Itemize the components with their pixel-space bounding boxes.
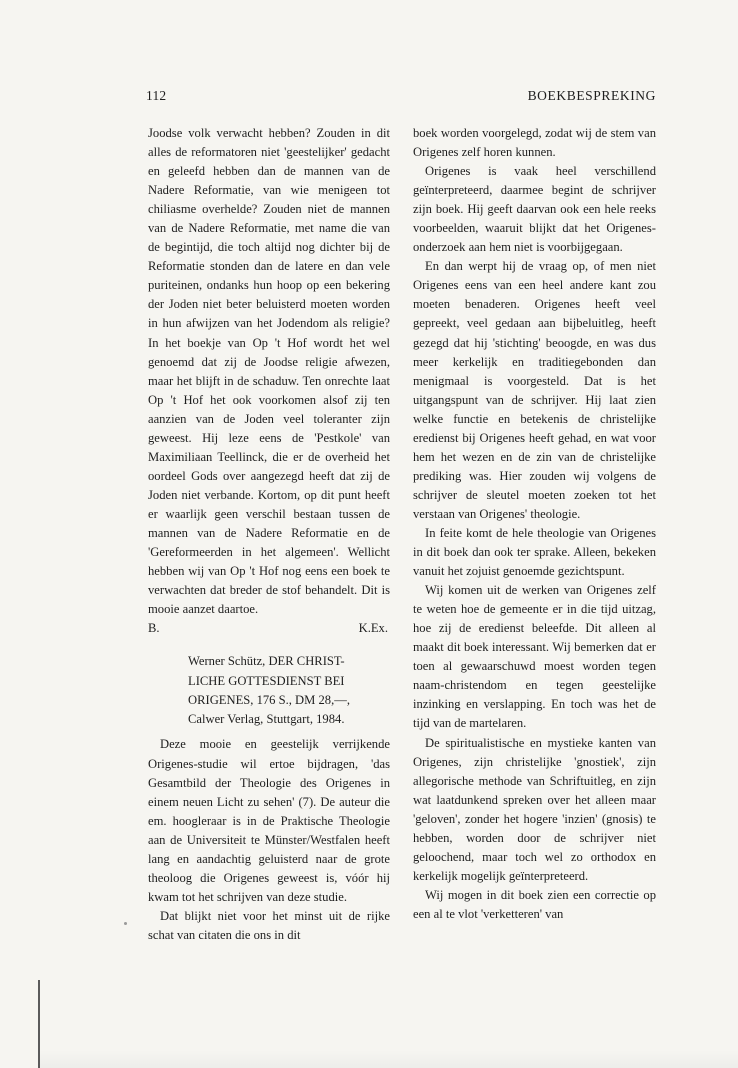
signature-author: K.Ex. (358, 621, 388, 636)
page-number: 112 (146, 88, 167, 103)
right-paragraph-4: In feite komt de hele theologie van Origenes in dit boek dan ook ter sprake. Alleen, bekeken vanuit het zojuist genoemde gezichtspunt. (413, 525, 656, 579)
left-paragraph-1: Joodse volk verwacht hebben? Zouden in dit alles de reformatoren niet 'geestelijker' gedacht en geleefd hebben dan de mannen van de Nadere Reformatie, van wie menigeen tot chiliasme overhelde? Zouden niet de mannen van de Nadere Reformatie, met name die van de begintijd, die toch altijd nog dichter bij de Reformatie stonden dan de latere en dan vele puriteinen, ondanks hun hoop op een bekering der Joden niet beter beluisterd moeten worden in hun afwijzen van het Jodendom als religie? In het boekje van Op 't Hof wordt het wel genoemd dat zij de Joodse religie afwezen, maar het blijft in de schaduw. Ten onrechte laat Op 't Hof het ook voorkomen alsof zij ten aanzien van de Joden veel toleranter zijn geweest. Hij leze eens de 'Pestkole' van Maximiliaan Teellinck, die er de overheid het oordeel Gods over aangezegd heeft dat zij de Joden niet verbande. Kortom, op dit punt heeft er waarlijk geen verschil bestaan tussen de mannen van de Nadere Reformatie en de 'Gereformeerden in het algemeen'. Wellicht hebben wij van Op 't Hof nog eens een boek te verwachten dat breder de stof behandelt. Dit is mooie aanzet daartoe. (148, 126, 390, 617)
right-paragraph-6: De spiritualistische en mystieke kanten van Origenes, zijn christelijke 'gnostiek', zijn allegorische methode van Schriftuitleg, en zijn wat laatdunkend spreken over het alleen maar 'geloven', zonder het hogere 'inzien' (gnosis) te hebben, worden door de schrijver niet geloochend, maar toch wel zo orthodox en kerkelijk mogelijk geïnterpreteerd. (413, 735, 656, 883)
scan-edge (38, 980, 738, 1068)
signature-initial: B. (148, 621, 160, 636)
left-paragraph-3: Dat blijkt niet voor het minst uit de rijke schat van citaten die ons in dit (148, 908, 390, 942)
citation-line-1: Werner Schütz, DER CHRIST- (188, 654, 345, 669)
right-column (413, 124, 656, 924)
page-header (146, 88, 656, 104)
right-paragraph-2: Origenes is vaak heel verschillend geïnterpreteerd, daarmee begint de schrijver zijn boek. Hij geeft daarvan ook een hele reeks voorbeelden, waaruit blijkt dat het Origenes-onderzoek aan hem niet is voorbijgegaan. (413, 164, 656, 255)
right-paragraph-3: En dan werpt hij de vraag op, of men niet Origenes eens van een heel andere kant zou moeten benaderen. Origenes heeft veel gepreekt, veel gedaan aan bijbeluitleg, heeft gezegd dat hij 'stichting' beoogde, en was dus meer kerkelijk en traditiegebonden dan menigmaal is voorgesteld. Dat is het uitgangspunt van de schrijver. Hij laat zien welke functie en betekenis de christelijke eredienst bij Origenes heeft gehad, en wat voor hem het wezen en de zin van de christelijke prediking was. Hier zouden wij volgens de schrijver de sleutel moeten zoeken tot het verstaan van Origenes' theologie. (413, 259, 656, 521)
right-paragraph-1: boek worden voorgelegd, zodat wij de stem van Origenes zelf horen kunnen. (413, 126, 656, 160)
right-paragraph-7: Wij mogen in dit boek zien een correctie op een al te vlot 'verketteren' van (413, 887, 656, 921)
left-paragraph-2: Deze mooie en geestelijk verrijkende Origenes-studie wil ertoe bijdragen, 'das Gesamtbild der Theologie des Origenes in einem neuen Licht zu sehen' (7). De auteur die em. hoogleraar is in de Praktische Theologie aan de Universiteit te Münster/Westfalen heeft lang en aandachtig geluisterd naar de grote theoloog die Origenes geweest is, vóór hij kwam tot het schrijven van deze studie. (148, 737, 390, 904)
right-paragraph-5: Wij komen uit de werken van Origenes zelf te weten hoe de gemeente er in die tijd uitzag, hoe zij de eredienst beleefde. Dit alleen al maakt dit boek interessant. Wij bemerken dat er toen al gewaarschuwd moest worden tegen naam-christendom en tegen geestelijke inzinking en verslapping. En toch was het de tijd van de martelaren. (413, 583, 656, 731)
citation-line-2: LICHE GOTTESDIENST BEI (188, 673, 345, 688)
review-signature (148, 619, 390, 638)
left-column (148, 124, 390, 945)
running-title: BOEKBESPREKING (527, 88, 656, 103)
book-citation (188, 652, 390, 729)
scan-speck (124, 922, 127, 925)
citation-line-4: Calwer Verlag, Stuttgart, 1984. (188, 712, 345, 727)
citation-line-3: ORIGENES, 176 S., DM 28,—, (188, 692, 350, 707)
